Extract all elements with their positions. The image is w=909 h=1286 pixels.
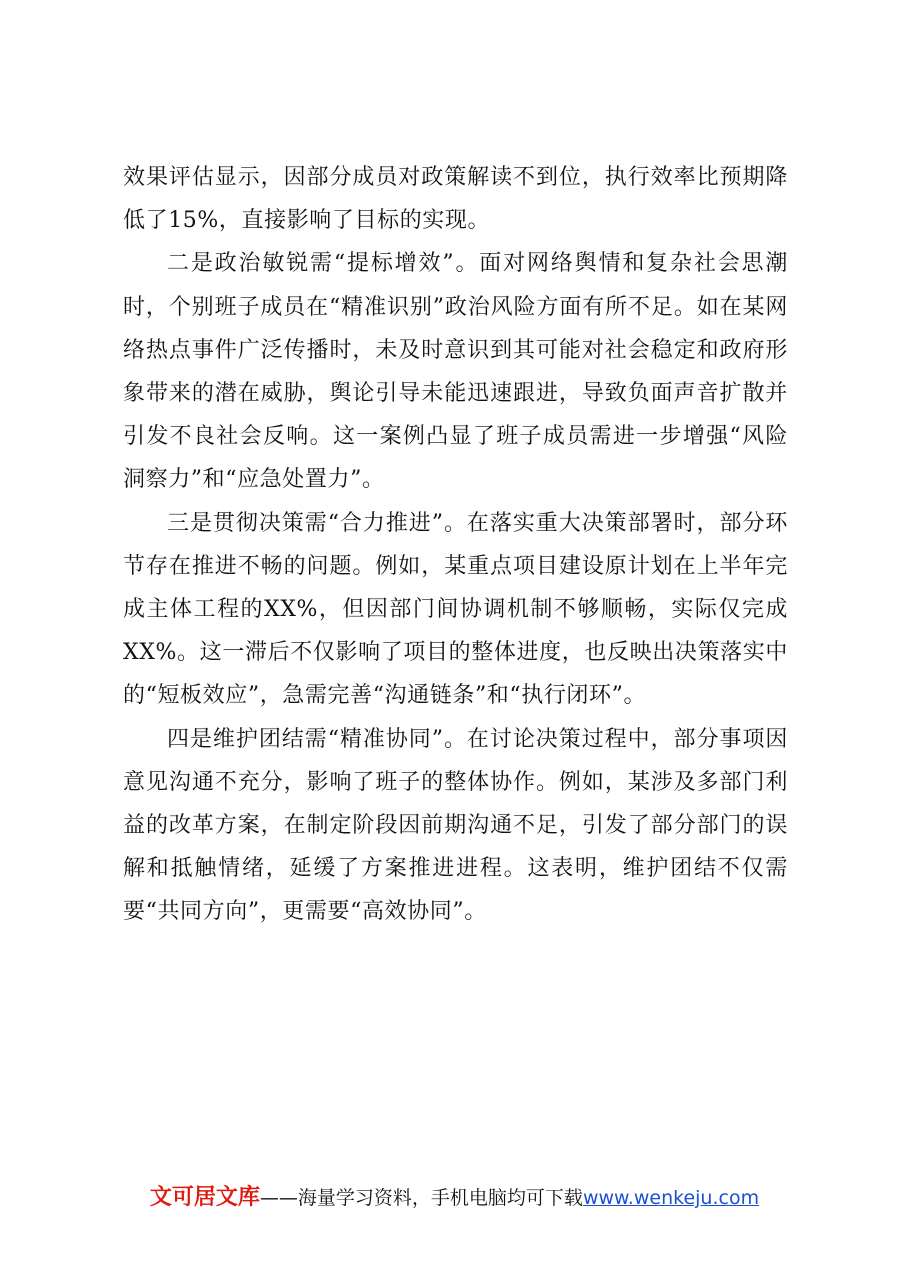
paragraph-1: 效果评估显示，因部分成员对政策解读不到位，执行效率比预期降低了15%，直接影响了目标的实现。: [123, 165, 788, 234]
paragraph-3: 三是贯彻决策需“合力推进”。在落实重大决策部署时，部分环节存在推进不畅的问题。例如，某重点项目建设原计划在上半年完成主体工程的XX%，但因部门间协调机制不够顺畅，实际仅完成XX%。这一滞后不仅影响了项目的整体进度，也反映出决策落实中的“短板效应”，急需完善“沟通链条”和“执行闭环”。: [123, 510, 788, 709]
footer-brand: 文可居文库: [149, 1185, 260, 1210]
paragraph-4: 四是维护团结需“精准协同”。在讨论决策过程中，部分事项因意见沟通不充分，影响了班子的整体协作。例如，某涉及多部门利益的改革方案，在制定阶段因前期沟通不足，引发了部分部门的误解和抵触情绪，延缓了方案推进进程。这表明，维护团结不仅需要“共同方向”，更需要“高效协同”。: [123, 726, 788, 925]
paragraph-2: 二是政治敏锐需“提标增效”。面对网络舆情和复杂社会思潮时，个别班子成员在“精准识别”政治风险方面有所不足。如在某网络热点事件广泛传播时，未及时意识到其可能对社会稳定和政府形象带来的潜在威胁，舆论引导未能迅速跟进，导致负面声音扩散并引发不良社会反响。这一案例凸显了班子成员需进一步增强“风险洞察力”和“应急处置力”。: [123, 251, 788, 493]
footer-banner: [0, 1180, 909, 1211]
footer-site-link[interactable]: www.wenkeju.com: [582, 1187, 760, 1209]
footer-tagline: ——海量学习资料，手机电脑均可下载: [259, 1187, 583, 1209]
document-body: [123, 156, 788, 934]
